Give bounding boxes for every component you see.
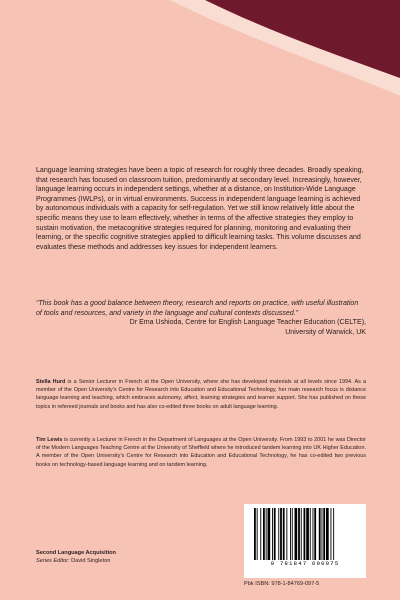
barcode-bar [323,508,325,560]
barcode-bar [322,508,323,560]
barcode-bar [314,508,316,560]
barcode-bar [298,508,300,560]
quote-affiliation: University of Warwick, UK [285,328,366,336]
author-bio-hurd [36,378,366,411]
barcode-bar [292,508,293,560]
barcode-bar [310,508,311,560]
barcode-bar [272,508,273,560]
barcode-bar [301,508,302,560]
barcode-bar [268,508,271,560]
author-bio-text: is a Senior Lecturer in French at the Open University, where she has developed materials at all levels since 1994. As a member of the Open University’s Centre for Research into Education and Educational Technology, her main research focus is distance language learning and teaching, which embraces autonomy, affect, learning strategies and learner support. She has published on these topics in refereed journals and books and has also co-edited three books on adult language learning. [36,379,366,410]
barcode-bar [266,508,267,560]
book-blurb: Language learning strategies have been a topic of research for roughly three decades. Broadly speaking, that research has focused on classroom tuition, predominantly at secondary level. Increasingly, however, language learning occurs in independent settings, whether at a distance, on Institution-Wide Language Programmes (IWLPs), or in virtual environments. Success in independent language learning is achieved by autonomous individuals with a capacity for self-regulation. Yet we still know relatively little about the specific means they use to learn effectively, whether in terms of the affective strategies they employ to sustain motivation, the metacognitive strategies required for planning, monitoring and evaluating their learning, or the specific cognitive strategies applied to difficult learning tasks. This volume discusses and evaluates these methods and addresses key issues for independent learners. [36,167,364,251]
author-bio-text: is currently a Lecturer in French in the Department of Languages at the Open University. From 1993 to 2001 he was Director of the Modern Languages Teaching Centre at the University of Sheffield where he introduced tandem learning into UK Higher Education. A member of the Open University’s Centre for Research into Education and Educational Technology, he has co-edited two previous books on technology-based language learning and on tandem learning. [36,437,366,468]
barcode-bar [278,508,279,560]
barcode-bar [333,508,334,560]
swoosh-dark-band [205,0,400,78]
barcode-bar [304,508,306,560]
barcode-bar [263,508,265,560]
barcode-bar [260,508,261,560]
decorative-swoosh [0,0,400,140]
series-name: Second Language Acquisition [36,550,116,556]
barcode-bar [331,508,332,560]
barcode-bar [313,508,314,560]
review-quote [36,299,366,337]
barcode-bar [283,508,285,560]
author-name: Stella Hurd [36,379,66,385]
barcode-bar [280,508,282,560]
quote-attribution: Dr Ema Ushioda, Centre for English Language Teacher Education (CELTE), [129,319,366,327]
barcode-bar [326,508,329,560]
barcode-bar [306,508,309,560]
author-bio-lewis [36,436,366,469]
isbn-label: Pbk ISBN: 978-1-84769-097-5 [244,581,320,587]
barcode-digits: 9 781847 690975 [270,560,340,567]
author-name: Tim Lewis [36,437,63,443]
series-editor-name: David Singleton [69,558,111,565]
barcode-bar [319,508,321,560]
barcode-bar [274,508,276,560]
quote-text: “This book has a good balance between theory, research and reports on practice, with useful illustration of tools and resources, and variety in the language and cultural contexts discussed.” [36,300,359,317]
series-editor-label: Series Editor: [36,558,70,565]
barcode [244,504,366,578]
series-editor [36,557,116,565]
barcode-bar [257,508,258,560]
barcode-bar [254,508,256,560]
barcode-bar [290,508,291,560]
barcode-bar [295,508,298,560]
series-info [36,549,116,565]
barcode-bars [250,508,360,560]
barcode-bar [286,508,287,560]
